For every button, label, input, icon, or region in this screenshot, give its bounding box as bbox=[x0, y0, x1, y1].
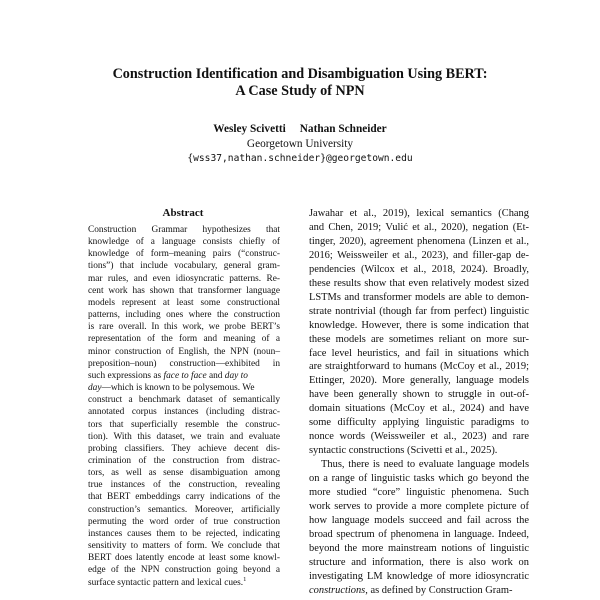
body-paragraph bbox=[309, 458, 529, 598]
body-line: strate nontrivial (though far from perfect) linguistic bbox=[309, 305, 529, 317]
body-line: work serves to provide a more complete picture of bbox=[309, 500, 529, 512]
email-address: {wss37,nathan.schneider}@georgetown.edu bbox=[187, 153, 413, 164]
author-name: Nathan Schneider bbox=[299, 123, 387, 135]
abstract-line: annotated corpus instances (including distrac- bbox=[88, 407, 280, 418]
abstract-line: patterns, including ones where the construction bbox=[88, 310, 280, 321]
body-line: pendencies (Wilcox et al., 2018, 2024). Broadly, bbox=[309, 263, 529, 275]
abstract-line: day—which is known to be polysemous. We bbox=[88, 383, 255, 394]
abstract-body bbox=[88, 224, 280, 589]
body-line: some difficulty applying linguistic paradigms to bbox=[309, 417, 529, 429]
abstract-line: knowledge of form–meaning pairs (“construc- bbox=[88, 249, 280, 260]
abstract-line: tors, as well as sense disambiguation among bbox=[88, 468, 280, 479]
body-line: tinger, 2020), agreement phenomena (Linzen et al., bbox=[309, 235, 529, 247]
body-line: domain situations (McCoy et al., 2024) and have bbox=[309, 403, 529, 415]
abstract-line: construct a benchmark dataset of semantically bbox=[88, 395, 280, 406]
abstract-line: preposition–noun) construction—exhibited in bbox=[88, 358, 280, 369]
abstract-line: knowledge of a language consists chiefly of bbox=[88, 237, 280, 248]
abstract-line: that BERT embeddings carry indications of the bbox=[88, 492, 280, 503]
abstract-line: models represent at least some constructional bbox=[88, 297, 280, 308]
abstract-line: tions”) that include vocabulary, general gram- bbox=[88, 261, 280, 272]
abstract-line: surface syntactic pattern and lexical cues.$^1$ bbox=[88, 575, 247, 588]
body-line: broad spectrum of phenomena in language. Indeed, bbox=[309, 528, 529, 540]
body-line: more studied “core” linguistic phenomena. Such bbox=[309, 486, 529, 498]
abstract-line: construction’s semantics. Moreover, artificially bbox=[88, 504, 280, 515]
example-expression: face to face bbox=[163, 370, 207, 381]
body-line: face level heuristics, and fail in situations which bbox=[309, 347, 529, 359]
body-line: how language models succeed and fail across the bbox=[309, 514, 529, 526]
author-name: Wesley Scivetti bbox=[213, 123, 286, 135]
abstract-line: sensitivity to matters of form. We conclude that bbox=[88, 541, 280, 552]
example-expression: day to bbox=[224, 370, 248, 381]
abstract-line: edge of the NPN construction going beyond a bbox=[88, 565, 280, 576]
abstract-line: permuting the word order of true construction bbox=[88, 516, 280, 527]
abstract-line: tion). With this dataset, we train and evaluate bbox=[88, 431, 280, 442]
paper-title-line-2: A Case Study of NPN bbox=[235, 83, 365, 99]
abstract-line: cent work has shown that transformer language bbox=[88, 285, 280, 296]
body-line: these models are sometimes reliant on more sur- bbox=[309, 333, 529, 345]
abstract-line: crimination of the construction from distrac- bbox=[88, 455, 280, 466]
abstract-line: true instances of the construction, revealing bbox=[88, 480, 280, 491]
abstract-line: such expressions as face to face and day to bbox=[88, 370, 248, 381]
body-line: have been generally shown to struggle in out-of- bbox=[309, 389, 529, 401]
abstract-line: representation of the form and meaning of a bbox=[88, 334, 280, 345]
body-line: syntactic constructions (Scivetti et al., 2025). bbox=[309, 445, 498, 457]
abstract-line: instances causes them to be rejected, indicating bbox=[88, 528, 280, 539]
example-expression: day bbox=[88, 383, 102, 394]
abstract-line: is rare overall. In this work, we probe BERT’s bbox=[88, 322, 280, 333]
body-line: are straightforward to humans (McCoy et al., 2019; bbox=[309, 361, 529, 373]
body-line: Thus, there is need to evaluate language models bbox=[321, 459, 529, 470]
body-line: structure and information, there is also work on bbox=[309, 556, 529, 568]
body-line: constructions, as defined by Construction Gram- bbox=[309, 584, 513, 596]
body-line: and Chen, 2019; Vulić et al., 2020), negation (Et- bbox=[309, 221, 529, 233]
abstract-line: BERT does latently encode at least some knowl- bbox=[88, 553, 280, 564]
affiliation: Georgetown University bbox=[246, 138, 354, 150]
body-line: investigating LM knowledge of more idiosyncratic bbox=[309, 570, 529, 582]
body-line: beyond the more mainstream notions of linguistic bbox=[309, 542, 529, 554]
body-line: knowledge. However, there is some indication that bbox=[309, 319, 529, 331]
body-line: 2016; Weissweiler et al., 2023), and filler-gap de- bbox=[309, 249, 529, 261]
abstract-line: probing classifiers. They achieve decent dis- bbox=[88, 443, 280, 454]
body-paragraph bbox=[309, 207, 529, 458]
body-line: on a range of linguistic tasks which go beyond the bbox=[309, 472, 529, 484]
abstract-line: minor construction of English, the NPN (noun– bbox=[88, 346, 280, 357]
footnote-marker[interactable]: 1 bbox=[243, 575, 247, 583]
paper-title-line-1: Construction Identification and Disambiguation Using BERT: bbox=[112, 66, 488, 82]
abstract-line: tors that superficially resemble the construc- bbox=[88, 419, 280, 430]
emphasized-term: constructions bbox=[309, 584, 366, 596]
author-list bbox=[0, 122, 600, 136]
body-line: nonce words (Weissweiler et al., 2023) and rare bbox=[309, 431, 529, 443]
body-line: Jawahar et al., 2019), lexical semantics (Chang bbox=[309, 208, 529, 219]
abstract-line: Construction Grammar hypothesizes that bbox=[88, 225, 280, 235]
body-line: Ettinger, 2020). More generally, language models bbox=[309, 375, 529, 387]
abstract-heading: Abstract bbox=[162, 207, 204, 219]
abstract-line: mar rules, and even idiosyncratic patterns. Re- bbox=[88, 273, 280, 284]
body-line: these results show that even relatively modest sized bbox=[309, 277, 529, 289]
body-line: LSTMs and transformer models are able to demon- bbox=[309, 291, 529, 303]
